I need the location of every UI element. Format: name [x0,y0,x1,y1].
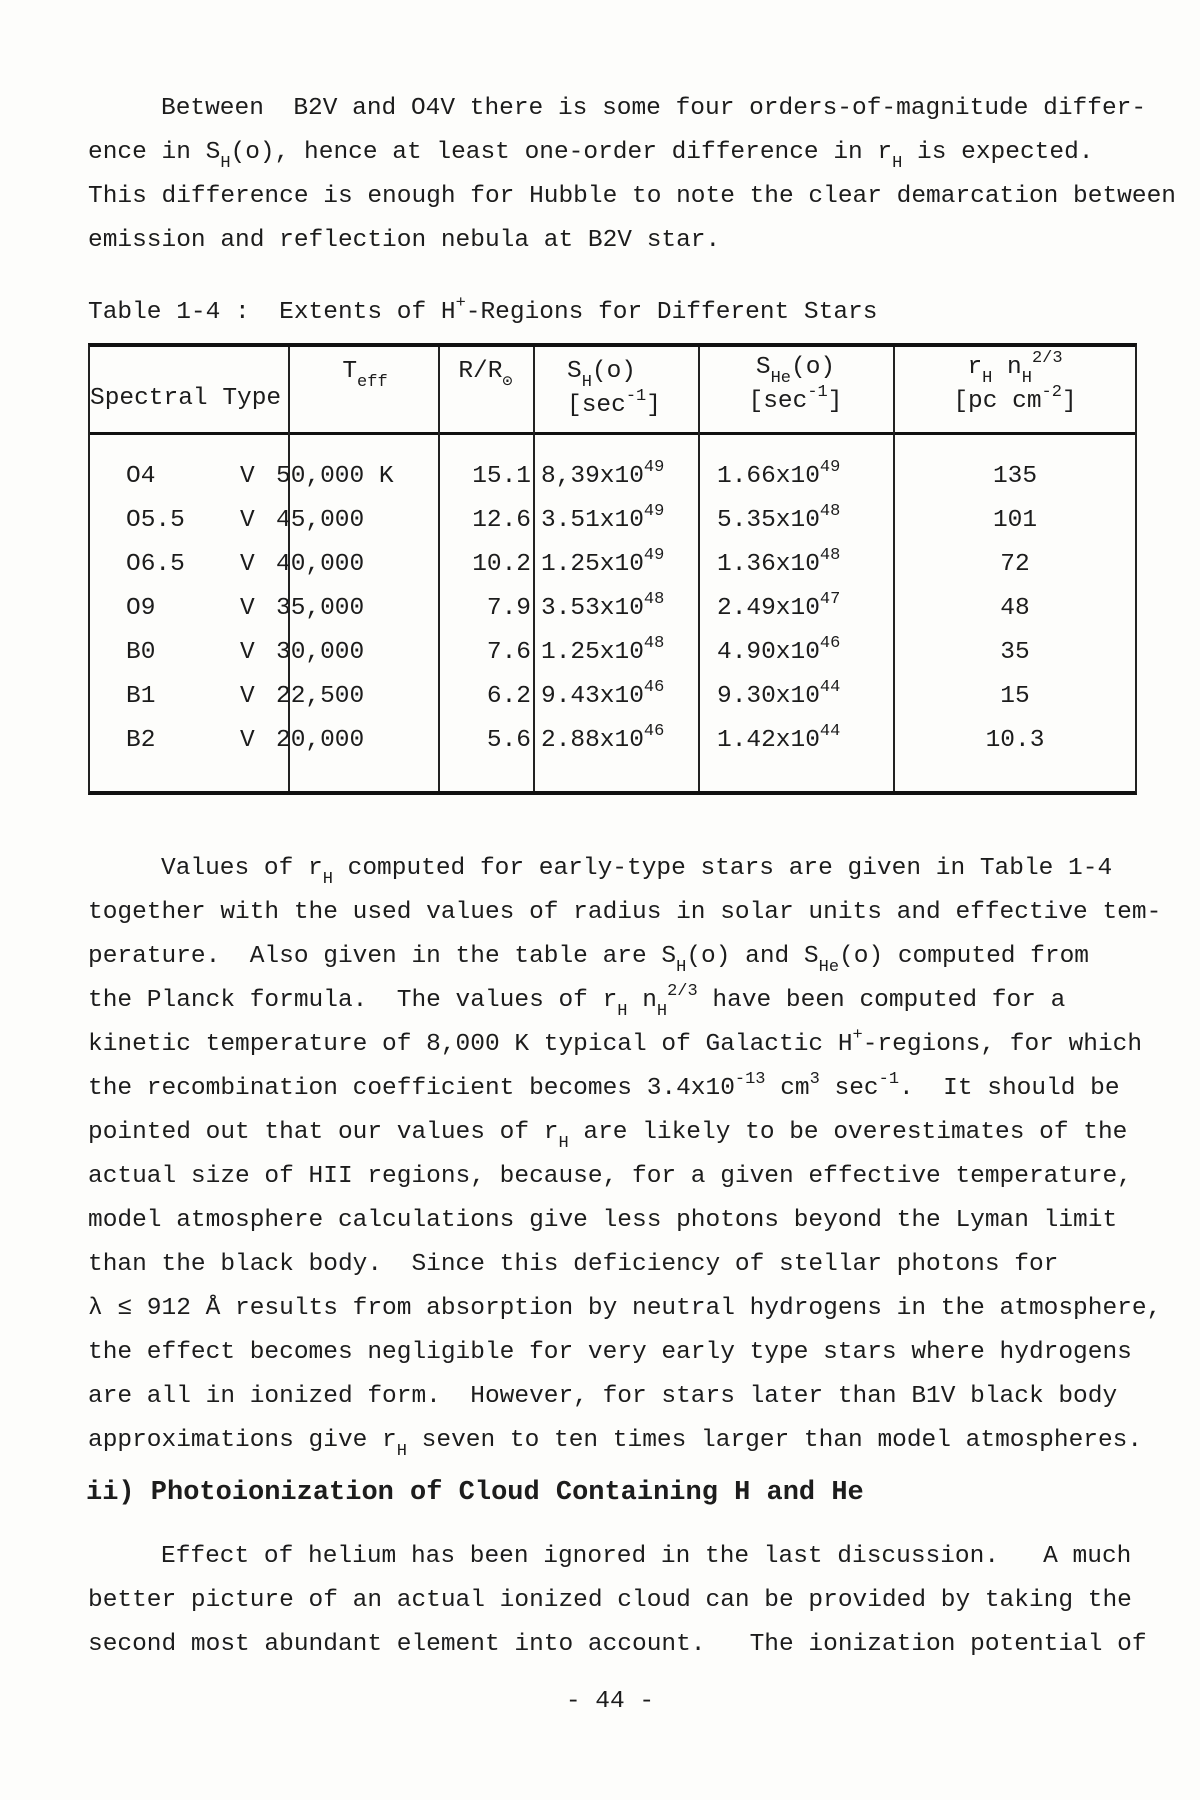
text-run: O5.5 [126,507,185,534]
header-line [698,385,893,419]
text-line [88,1067,1161,1111]
page-number: - 44 - [565,1688,655,1715]
subscript: H [656,1002,668,1021]
cell-teff [276,587,438,631]
text-line [88,1243,1161,1287]
table-row [90,499,1135,543]
text-run: ] [1061,388,1077,415]
text-run: seven to ten times larger than model atmospheres. [406,1427,1143,1454]
paragraph-3 [88,1535,1147,1667]
text-line [88,1155,1161,1199]
text-run: approximations give r [88,1427,397,1454]
text-line [88,891,1161,935]
text-run: λ ≤ 912 Å results from absorption by neutral hydrogens in the atmosphere, [88,1295,1162,1322]
text-run: 3.51x10 [541,507,644,534]
cell-radius [440,543,531,587]
cell-she [717,455,893,499]
header-spectral-type [90,347,290,454]
text-run: actual size of HII regions, because, for a given effective temperature, [88,1163,1132,1190]
cell-luminosity-class [240,719,280,763]
cell-radius [440,719,531,763]
text-run: n [627,987,657,1014]
text-run: 7.6 [486,639,531,666]
text-run: 30,000 [276,639,365,666]
text-run: -Regions for Different Stars [465,299,878,326]
superscript: 46 [643,678,665,697]
text-run: is expected. [902,139,1094,166]
paragraph-2 [88,847,1161,1463]
subscript: He [770,369,791,388]
subscript: H [1021,369,1032,388]
text-run: . It should be [899,1075,1120,1102]
text-line [88,1535,1147,1579]
text-run: r [967,354,983,381]
header-line [698,351,893,388]
superscript: 3 [809,1070,820,1089]
text-run: R/R [458,358,503,385]
superscript: 49 [643,502,665,521]
cell-she [717,631,893,675]
subscript: He [818,958,840,977]
text-run: 101 [992,507,1038,534]
cell-sh [541,499,698,543]
text-line [88,1111,1161,1155]
subscript: H [892,154,903,173]
text-run: 1.66x10 [717,463,820,490]
cell-radius [440,675,531,719]
cell-rh-nh [895,499,1135,543]
text-run: Spectral Type [90,385,282,412]
header-line [438,355,533,392]
superscript: -1 [625,387,647,406]
text-run: 8,39x10 [541,463,644,490]
text-run: sec [819,1075,879,1102]
text-run: 15.1 [472,463,531,490]
cell-rh-nh [895,543,1135,587]
cell-luminosity-class [240,631,280,675]
cell-spectral-type [126,499,240,543]
text-run: 20,000 [276,727,365,754]
text-run: T [342,358,358,385]
cell-sh [541,719,698,763]
stellar-extents-table [88,343,1137,795]
text-run: are likely to be overestimates of the [568,1119,1128,1146]
subscript: H [676,958,687,977]
subscript: H [396,1442,407,1461]
text-run: 9.30x10 [717,683,820,710]
cell-sh [541,455,698,499]
text-run: ] [827,388,843,415]
subscript: H [220,154,231,173]
text-run: the recombination coefficient becomes 3.4x10 [88,1075,735,1102]
cell-spectral-type [126,675,240,719]
cell-rh-nh [895,587,1135,631]
cell-sh [541,587,698,631]
cell-she [717,719,893,763]
text-line [88,1199,1161,1243]
cell-teff [276,631,438,675]
table-row [90,587,1135,631]
text-run: 1.42x10 [717,727,820,754]
text-line [88,1023,1161,1067]
text-run: computed for early-type stars are given in Table 1-4 [332,855,1113,882]
text-run: -regions, for which [862,1031,1143,1058]
text-run: V [240,595,255,622]
text-run: Between B2V and O4V there is some four orders-of-magnitude differ- [161,95,1147,122]
text-run: ] [646,392,661,419]
text-line [88,1579,1147,1623]
text-run: V [240,683,255,710]
cell-rh-nh [895,455,1135,499]
text-line [88,1331,1161,1375]
table-row [90,719,1135,763]
text-run: Values of r [161,855,323,882]
text-run: 9.43x10 [541,683,644,710]
text-run: 10.3 [985,727,1045,754]
subscript: H [982,369,993,388]
text-run: 4.90x10 [717,639,820,666]
superscript: 49 [643,458,665,477]
cell-rh-nh [895,631,1135,675]
table-caption [88,291,877,335]
text-run: 2.88x10 [541,727,644,754]
header-line [893,349,1137,388]
text-line [88,291,877,335]
header-line [290,355,440,392]
text-run: V [240,507,255,534]
superscript: 46 [643,722,665,741]
cell-she [717,675,893,719]
paragraph-1 [88,87,1176,263]
text-run: have been computed for a [697,987,1066,1014]
text-run: 7.9 [486,595,531,622]
header-radius [438,347,533,440]
text-run: second most abundant element into account. The ionization potential of [88,1631,1147,1658]
superscript: 2/3 [667,982,698,1001]
text-run: [pc cm [953,388,1042,415]
cell-radius [440,499,531,543]
text-run: V [240,639,255,666]
text-run: 135 [992,463,1038,490]
cell-teff [276,719,438,763]
text-run: [sec [567,392,626,419]
text-line [88,87,1176,131]
text-run: (o) [591,358,637,385]
text-run: emission and reflection nebula at B2V star. [88,227,721,254]
cell-luminosity-class [240,543,280,587]
text-run: V [240,727,255,754]
text-run: O4 [126,463,156,490]
text-run: This difference is enough for Hubble to note the clear demarcation between [88,183,1176,210]
text-run: 3.53x10 [541,595,644,622]
superscript: 47 [819,590,841,609]
table-row [90,455,1135,499]
text-run: 10.2 [472,551,531,578]
superscript: 44 [819,722,841,741]
text-run: n [992,354,1022,381]
text-run: 12.6 [472,507,531,534]
header-teff [290,347,440,440]
subscript: H [558,1134,569,1153]
text-line [88,979,1161,1023]
cell-rh-nh [895,719,1135,763]
cell-luminosity-class [240,587,280,631]
superscript: 48 [819,502,841,521]
header-line [90,369,290,429]
subscript: H [581,373,592,392]
text-line [88,1623,1147,1667]
text-run: 35 [1000,639,1030,666]
text-run: 48 [1000,595,1030,622]
subscript: eff [357,373,388,392]
text-run: V [240,463,255,490]
text-run: pointed out that our values of r [88,1119,559,1146]
text-line [88,1287,1161,1331]
cell-teff [276,499,438,543]
text-line [88,1419,1161,1463]
cell-spectral-type [126,631,240,675]
text-run: together with the used values of radius in solar units and effective tem- [88,899,1162,926]
text-run: B0 [126,639,156,666]
text-run: 45,000 [276,507,365,534]
superscript: 48 [643,634,665,653]
text-run: 35,000 [276,595,365,622]
table-row [90,631,1135,675]
text-run: O9 [126,595,156,622]
superscript: -2 [1041,383,1062,402]
text-run: 15 [1000,683,1030,710]
cell-teff [276,675,438,719]
cell-spectral-type [126,543,240,587]
cell-she [717,543,893,587]
superscript: 2/3 [1031,349,1063,368]
text-run: S [567,358,582,385]
text-line [88,175,1176,219]
text-run: (o), hence at least one-order difference in r [230,139,893,166]
table-row [90,675,1135,719]
text-run: ence in S [88,139,221,166]
header-she [698,347,893,436]
header-line [893,385,1137,419]
cell-rh-nh [895,675,1135,719]
text-line [88,1375,1161,1419]
text-run: than the black body. Since this deficiency of stellar photons for [88,1251,1059,1278]
subscript: ⊙ [502,373,513,392]
superscript: + [852,1026,863,1045]
text-run: S [755,354,771,381]
text-run: model atmosphere calculations give less photons beyond the Lyman limit [88,1207,1118,1234]
subscript: H [617,1002,628,1021]
subscript: H [322,870,333,889]
cell-teff [276,455,438,499]
cell-sh [541,631,698,675]
text-run: 5.6 [486,727,531,754]
superscript: 49 [819,458,841,477]
header-rh-nh [893,347,1137,436]
text-line [88,219,1176,263]
text-run: 6.2 [486,683,531,710]
text-run: better picture of an actual ionized cloud can be provided by taking the [88,1587,1132,1614]
section-heading: ii) Photoionization of Cloud Containing H and He [86,1478,864,1508]
cell-radius [440,631,531,675]
text-run: (o) and S [686,943,819,970]
text-run: B1 [126,683,156,710]
text-run: 1.36x10 [717,551,820,578]
text-line [88,131,1176,175]
cell-luminosity-class [240,675,280,719]
superscript: -13 [734,1070,766,1089]
cell-luminosity-class [240,499,280,543]
text-run: the effect becomes negligible for very early type stars where hydrogens [88,1339,1132,1366]
cell-spectral-type [126,587,240,631]
text-run: 1.25x10 [541,551,644,578]
superscript: + [455,294,466,313]
superscript: 48 [819,546,841,565]
cell-radius [440,587,531,631]
text-run: [sec [748,388,808,415]
text-run: kinetic temperature of 8,000 K typical of Galactic H [88,1031,853,1058]
cell-radius [440,455,531,499]
table-row [90,543,1135,587]
text-line [88,935,1161,979]
cell-sh [541,675,698,719]
cell-spectral-type [126,455,240,499]
text-run: Effect of helium has been ignored in the last discussion. A much [161,1543,1132,1570]
text-run: 5.35x10 [717,507,820,534]
text-run: V [240,551,255,578]
superscript: 48 [643,590,665,609]
text-run: 22,500 [276,683,365,710]
cell-spectral-type [126,719,240,763]
superscript: 46 [819,634,841,653]
superscript: -1 [878,1070,900,1089]
text-run: perature. Also given in the table are S [88,943,677,970]
cell-she [717,587,893,631]
text-run: (o) computed from [839,943,1089,970]
text-run: (o) [791,354,836,381]
superscript: 44 [819,678,841,697]
text-run: 72 [1000,551,1030,578]
text-line [88,847,1161,891]
text-run: are all in ionized form. However, for stars later than B1V black body [88,1383,1118,1410]
text-run: 2.49x10 [717,595,820,622]
text-run: cm [765,1075,810,1102]
text-run: 40,000 [276,551,365,578]
text-run: 1.25x10 [541,639,644,666]
text-run: Table 1-4 : Extents of H [88,299,456,326]
cell-sh [541,543,698,587]
cell-teff [276,543,438,587]
superscript: -1 [807,383,828,402]
cell-luminosity-class [240,455,280,499]
text-run: 50,000 K [276,463,394,490]
cell-she [717,499,893,543]
text-run: B2 [126,727,156,754]
text-run: O6.5 [126,551,185,578]
superscript: 49 [643,546,665,565]
text-run: the Planck formula. The values of r [88,987,618,1014]
